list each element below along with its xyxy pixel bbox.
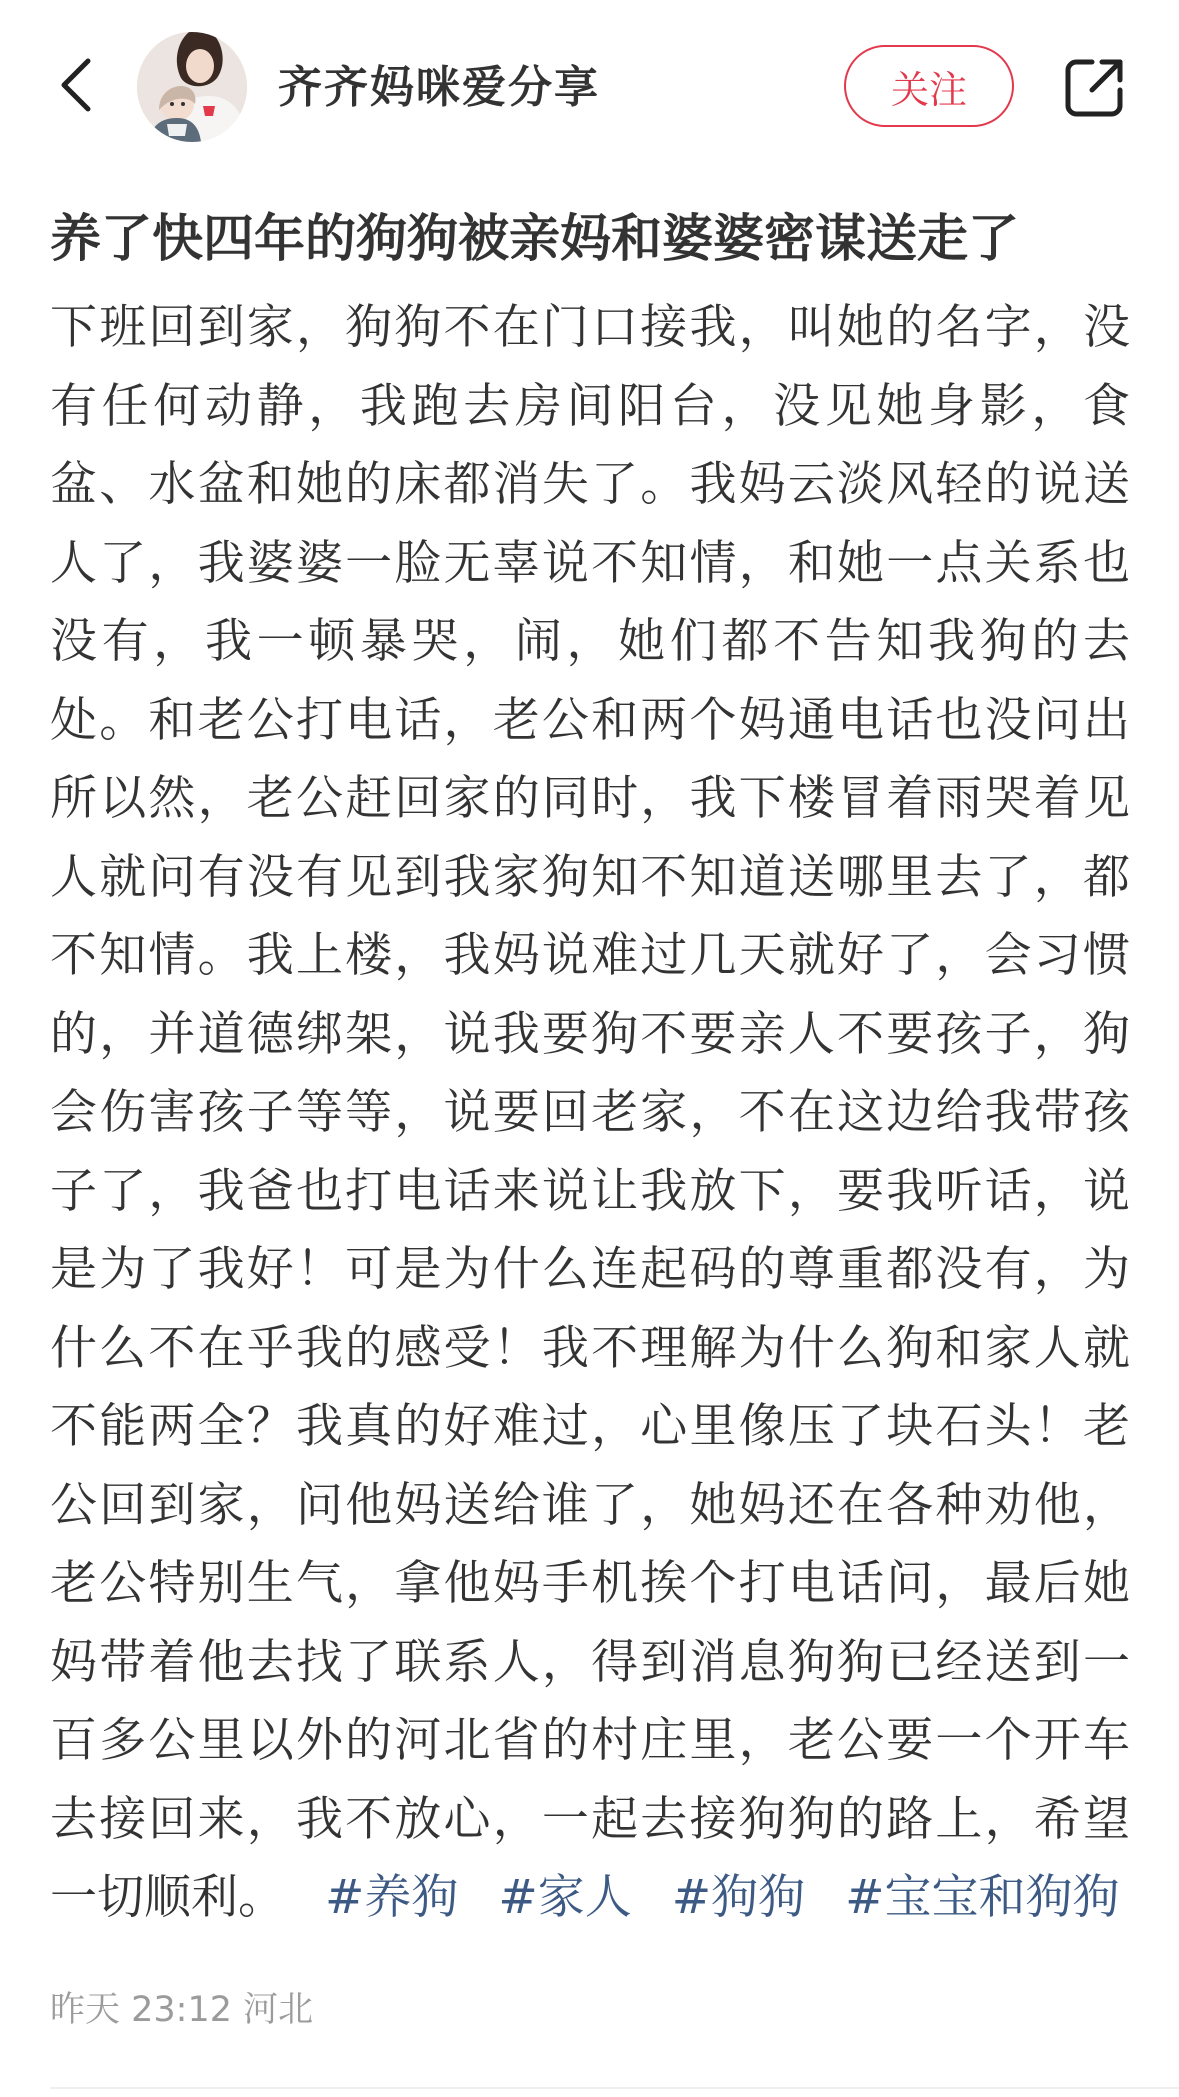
avatar-image [137, 32, 247, 142]
back-button[interactable] [40, 45, 110, 125]
hashtag-link[interactable]: #家人 [498, 1870, 632, 1925]
hashtag-link[interactable]: #养狗 [325, 1870, 459, 1925]
avatar[interactable] [137, 32, 247, 142]
post-content [50, 205, 1130, 1938]
post-title: 养了快四年的狗狗被亲妈和婆婆密谋送走了 [50, 210, 1020, 269]
follow-button[interactable]: 关注 [844, 45, 1014, 127]
chevron-left-icon [58, 57, 92, 113]
hashtag-link[interactable]: #狗狗 [671, 1870, 806, 1925]
post-meta: 昨天 23:12 河北 [50, 1990, 314, 2030]
author-name[interactable]: 齐齐妈咪爱分享 [278, 62, 600, 113]
post-body [50, 289, 1130, 1938]
share-icon [1064, 56, 1126, 118]
post-body-text: 下班回到家，狗狗不在门口接我，叫她的名字，没有任何动静，我跑去房间阳台，没见她身影，食盆、水盆和她的床都消失了。我妈云淡风轻的说送人了，我婆婆一脸无辜说不知情，和她一点关系也没有，我一顿暴哭，闹，她们都不告知我狗的去处。和老公打电话，老公和两个妈通电话也没问出所以然，老公赶回家的同时，我下楼冒着雨哭着见人就问有没有见到我家狗知不知道送哪里去了，都不知情。我上楼，我妈说难过几天就好了，会习惯的，并道德绑架，说我要狗不要亲人不要孩子，狗会伤害孩子等等，说要回老家，不在这边给我带孩子了，我爸也打电话来说让我放下，要我听话，说是为了我好！可是为什么连起码的尊重都没有，为什么不在乎我的感受！我不理解为什么狗和家人就不能两全？我真的好难过，心里像压了块石头！老公回到家，问他妈送给谁了，她妈还在各种劝他，老公特别生气，拿他妈手机挨个打电话问，最后她妈带着他去找了联系人，得到消息狗狗已经送到一百多公里以外的河北省的村庄里，老公要一个开车去接回来，我不放心，一起去接狗狗的路上，希望一切顺利。 [50, 300, 1130, 1925]
hashtag-link[interactable]: #宝宝和狗狗 [845, 1870, 1120, 1925]
share-button[interactable] [1060, 52, 1130, 122]
post-header [0, 0, 1179, 180]
divider [50, 2087, 1179, 2089]
